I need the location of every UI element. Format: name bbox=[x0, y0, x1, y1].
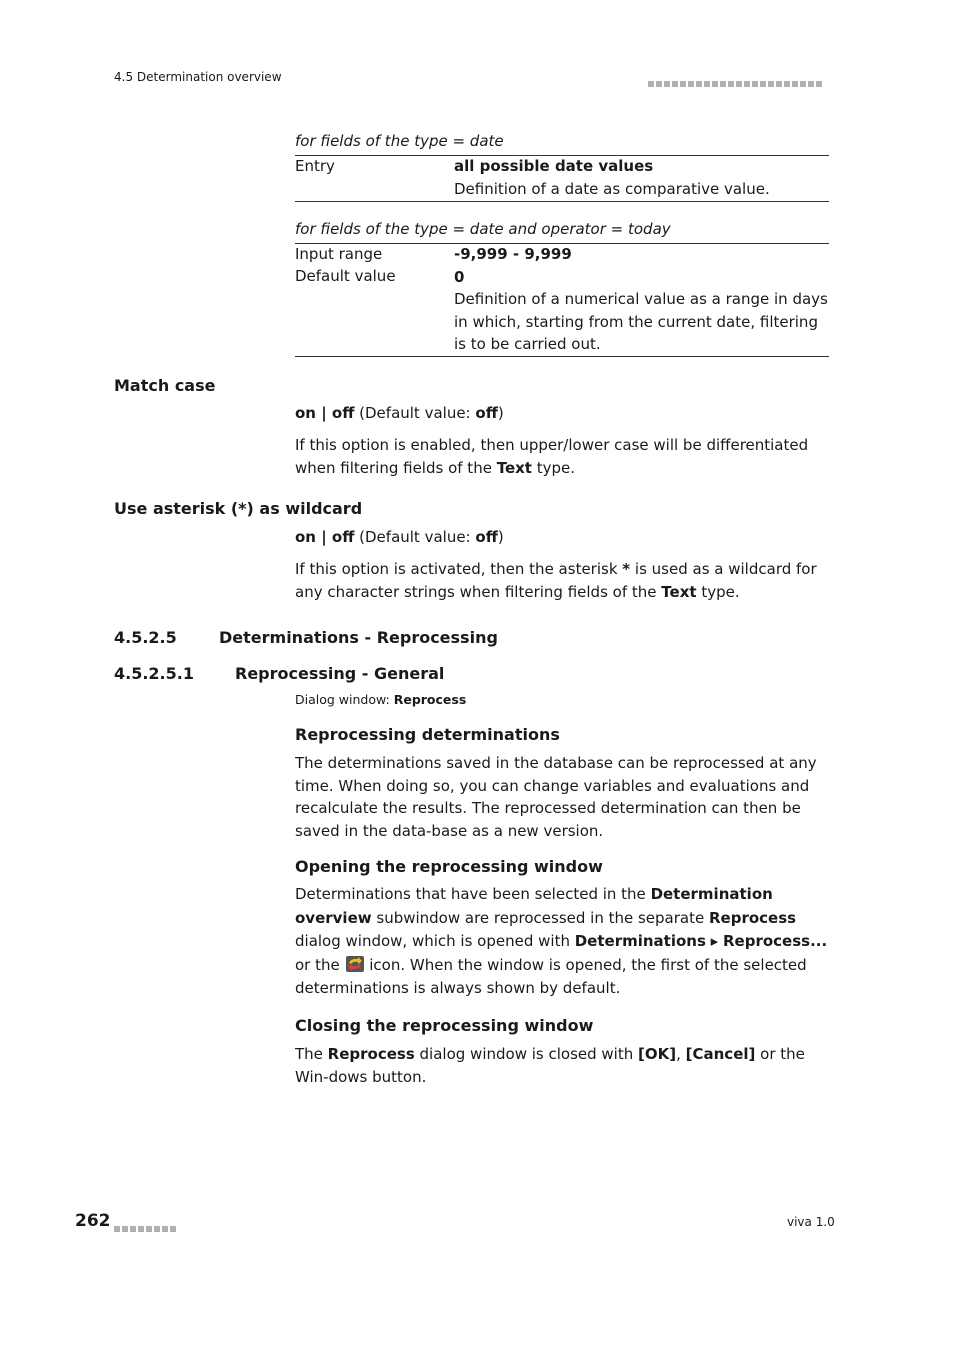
decoration-square bbox=[672, 81, 678, 87]
subsection-title: Reprocessing - General bbox=[235, 664, 445, 683]
default-value: 0 bbox=[454, 267, 465, 286]
p3-text: The Reprocess dialog window is closed with [OK], [Cancel] or the Win-dows button. bbox=[295, 1045, 805, 1086]
entry-desc: Definition of a date as comparative value. bbox=[454, 179, 770, 198]
dialog-window-label: Dialog window: Reprocess bbox=[295, 692, 467, 707]
product-name: viva 1.0 bbox=[787, 1215, 835, 1229]
decoration-square bbox=[744, 81, 750, 87]
decoration-square bbox=[648, 81, 654, 87]
decoration-square bbox=[146, 1226, 152, 1232]
decoration-square bbox=[688, 81, 694, 87]
decoration-square bbox=[816, 81, 822, 87]
decoration-square bbox=[752, 81, 758, 87]
header-decoration bbox=[648, 73, 824, 91]
decoration-square bbox=[808, 81, 814, 87]
decoration-square bbox=[712, 81, 718, 87]
divider bbox=[295, 201, 829, 202]
decoration-square bbox=[664, 81, 670, 87]
decoration-square bbox=[736, 81, 742, 87]
decoration-square bbox=[760, 81, 766, 87]
input-range-value: -9,999 - 9,999 bbox=[454, 245, 572, 263]
decoration-square bbox=[162, 1226, 168, 1232]
wildcard-values: on | off (Default value: off) bbox=[295, 528, 504, 546]
wildcard-desc: If this option is activated, then the asterisk * is used as a wildcard for any character strings when filtering fields of the Text type. bbox=[295, 560, 817, 601]
entry-value-text: all possible date values bbox=[454, 157, 654, 175]
decoration-square bbox=[728, 81, 734, 87]
p1-title: Reprocessing determinations bbox=[295, 725, 560, 744]
decoration-square bbox=[696, 81, 702, 87]
table2-caption: for fields of the type = date and operator = today bbox=[295, 220, 671, 238]
decoration-square bbox=[122, 1226, 128, 1232]
decoration-square bbox=[792, 81, 798, 87]
table2-desc: Definition of a numerical value as a range in days in which, starting from the current date, filtering is to be carried out. bbox=[454, 290, 828, 353]
decoration-square bbox=[784, 81, 790, 87]
match-case-values: on | off (Default value: off) bbox=[295, 404, 504, 422]
match-case-desc: If this option is enabled, then upper/lower case will be differentiated when filtering fields of the Text type. bbox=[295, 436, 809, 477]
decoration-square bbox=[114, 1226, 120, 1232]
decoration-square bbox=[656, 81, 662, 87]
decoration-square bbox=[768, 81, 774, 87]
subsection-number: 4.5.2.5.1 bbox=[114, 664, 194, 683]
entry-label: Entry bbox=[295, 157, 335, 175]
decoration-square bbox=[130, 1226, 136, 1232]
p3-title: Closing the reprocessing window bbox=[295, 1016, 594, 1035]
p2-title: Opening the reprocessing window bbox=[295, 857, 603, 876]
table2-values bbox=[454, 243, 829, 356]
table1-caption: for fields of the type = date bbox=[295, 132, 504, 150]
page-number: 262 bbox=[75, 1211, 111, 1231]
section-title: Determinations - Reprocessing bbox=[219, 628, 498, 647]
section-number: 4.5.2.5 bbox=[114, 628, 177, 647]
running-header: 4.5 Determination overview bbox=[114, 70, 282, 84]
wildcard-title: Use asterisk (*) as wildcard bbox=[114, 499, 363, 518]
divider bbox=[295, 356, 829, 357]
decoration-square bbox=[704, 81, 710, 87]
default-value-label: Default value bbox=[295, 267, 396, 285]
decoration-square bbox=[138, 1226, 144, 1232]
decoration-square bbox=[680, 81, 686, 87]
footer-decoration bbox=[114, 1218, 178, 1236]
p2-text: Determinations that have been selected in the Determination overview subwindow are reprocessed in the separate Reprocess dialog window, which is opened with Determinations ▸ Reprocess... or the icon. When the window is opened, the first of the selected determinations is always shown by default. bbox=[295, 885, 828, 997]
decoration-square bbox=[720, 81, 726, 87]
reprocess-icon bbox=[345, 955, 365, 973]
decoration-square bbox=[154, 1226, 160, 1232]
decoration-square bbox=[800, 81, 806, 87]
entry-value bbox=[454, 155, 829, 200]
p1-text: The determinations saved in the database can be reprocessed at any time. When doing so, you can change variables and evaluations and recalculate the results. The reprocessed determination can then be saved in the data-base as a new version. bbox=[295, 754, 817, 840]
decoration-square bbox=[776, 81, 782, 87]
match-case-title: Match case bbox=[114, 376, 216, 395]
decoration-square bbox=[170, 1226, 176, 1232]
input-range-label: Input range bbox=[295, 245, 383, 263]
